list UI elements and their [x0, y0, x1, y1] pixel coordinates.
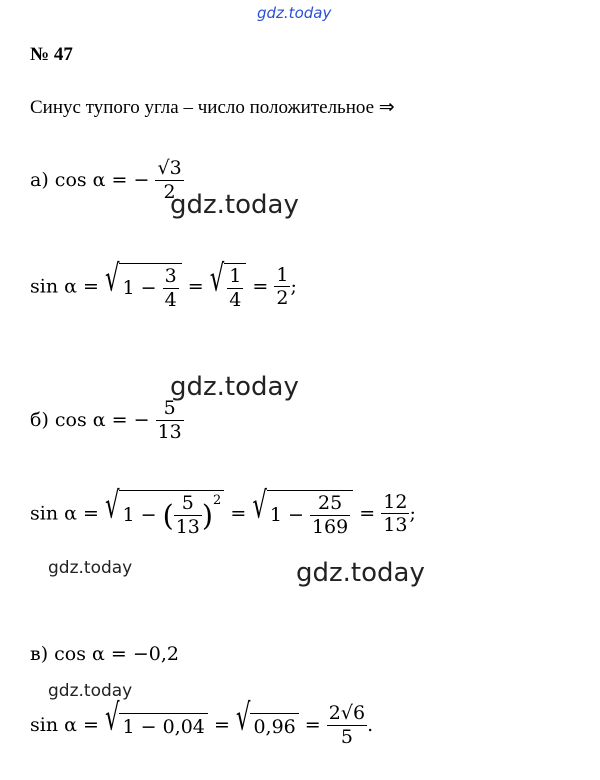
- part-b-res-den: 13: [383, 514, 408, 537]
- part-c-rad1: 1 − 0,04: [119, 713, 207, 738]
- watermark-top: gdz.today: [257, 4, 332, 22]
- part-a-cos-den: 2: [155, 180, 183, 204]
- part-b-cos-line: [30, 398, 184, 444]
- part-b-rad-one: 1 −: [122, 503, 157, 526]
- part-b-label: б): [30, 408, 49, 431]
- part-a-sqrt-1: √ 1 − $\frac{3}{4}$: [105, 263, 182, 312]
- part-a-cos-line: [30, 158, 184, 204]
- part-b-sin-line: [30, 485, 416, 539]
- part-a-tail: ;: [290, 275, 297, 298]
- part-a-eq1: =: [187, 275, 204, 298]
- part-b-paren-den: 13: [175, 515, 200, 538]
- part-a-label: а): [30, 168, 49, 191]
- part-c-tail: .: [367, 713, 374, 736]
- part-a-cos-lhs: cos α = −: [54, 168, 150, 191]
- part-a-cos-num: √3: [157, 157, 182, 179]
- part-b-sqrt-1: √ 1 − ( $\frac{5}{13}$ )$^2$: [105, 490, 224, 539]
- part-a-rad2-fraction: [227, 266, 243, 312]
- part-b-eq2: =: [359, 502, 376, 525]
- part-a-result-fraction: [274, 265, 290, 311]
- part-c-sin-line: [30, 697, 374, 749]
- part-a-rad2-num: 1: [229, 265, 242, 287]
- watermark-1: gdz.today: [170, 190, 299, 220]
- part-b-tail: ;: [409, 502, 416, 525]
- part-a-rad-fraction: [163, 266, 179, 312]
- part-a-sin-lhs: sin α =: [30, 275, 99, 298]
- part-a-res-den: 2: [276, 287, 289, 310]
- part-b-sqrt-2: √ 1 − $\frac{25}{169}$: [252, 490, 353, 539]
- problem-number: № 47: [30, 44, 73, 65]
- part-c-eq1: =: [213, 713, 230, 736]
- part-c-cos-expr: cos α = −0,2: [54, 643, 179, 665]
- watermark-2: gdz.today: [170, 372, 299, 402]
- part-c-sqrt-2: √ 0,96: [236, 713, 299, 739]
- part-b-paren-fraction: [174, 493, 202, 539]
- part-a-eq2: =: [252, 275, 269, 298]
- part-b-rad2-fraction: [310, 493, 350, 539]
- part-a-sin-line: [30, 258, 297, 312]
- part-c-eq2: =: [304, 713, 321, 736]
- watermark-5: gdz.today: [48, 681, 133, 701]
- part-c-rad2: 0,96: [250, 713, 298, 738]
- part-b-cos-fraction: [156, 398, 184, 444]
- part-c-label: в): [30, 643, 49, 665]
- part-b-paren-num: 5: [181, 492, 194, 514]
- part-b-result-fraction: [381, 492, 409, 538]
- part-a-rad-one: 1 −: [122, 276, 157, 299]
- part-c-sqrt-1: √ 1 − 0,04: [105, 713, 208, 739]
- part-c-sin-lhs: sin α =: [30, 713, 99, 736]
- intro-text: Синус тупого угла – число положительное ⇒: [30, 97, 395, 118]
- part-b-cos-num: 5: [163, 397, 176, 419]
- watermark-3: gdz.today: [48, 558, 133, 578]
- part-a-sqrt-2: √ $\frac{1}{4}$: [210, 263, 247, 312]
- part-b-rad2-one: 1 −: [269, 503, 304, 526]
- part-b-eq1: =: [230, 502, 247, 525]
- part-a-rad2-den: 4: [229, 288, 242, 311]
- part-b-cos-den: 13: [157, 420, 182, 443]
- part-a-res-num: 1: [276, 263, 289, 286]
- part-b-power: 2: [213, 492, 222, 508]
- part-c-res-den: 5: [327, 725, 367, 749]
- part-a-rad-den: 4: [164, 288, 177, 311]
- part-b-rad2-den: 169: [311, 515, 349, 538]
- part-a-rad-num: 3: [164, 265, 177, 287]
- part-b-rad2-num: 25: [318, 492, 343, 514]
- watermark-4: gdz.today: [296, 558, 425, 588]
- part-b-res-num: 12: [383, 490, 408, 513]
- part-c-result-fraction: [327, 703, 367, 749]
- part-b-cos-lhs: cos α = −: [54, 408, 150, 431]
- part-b-sin-lhs: sin α =: [30, 502, 99, 525]
- part-c-res-num: 2√6: [328, 702, 366, 724]
- part-c-cos-line: [30, 643, 179, 665]
